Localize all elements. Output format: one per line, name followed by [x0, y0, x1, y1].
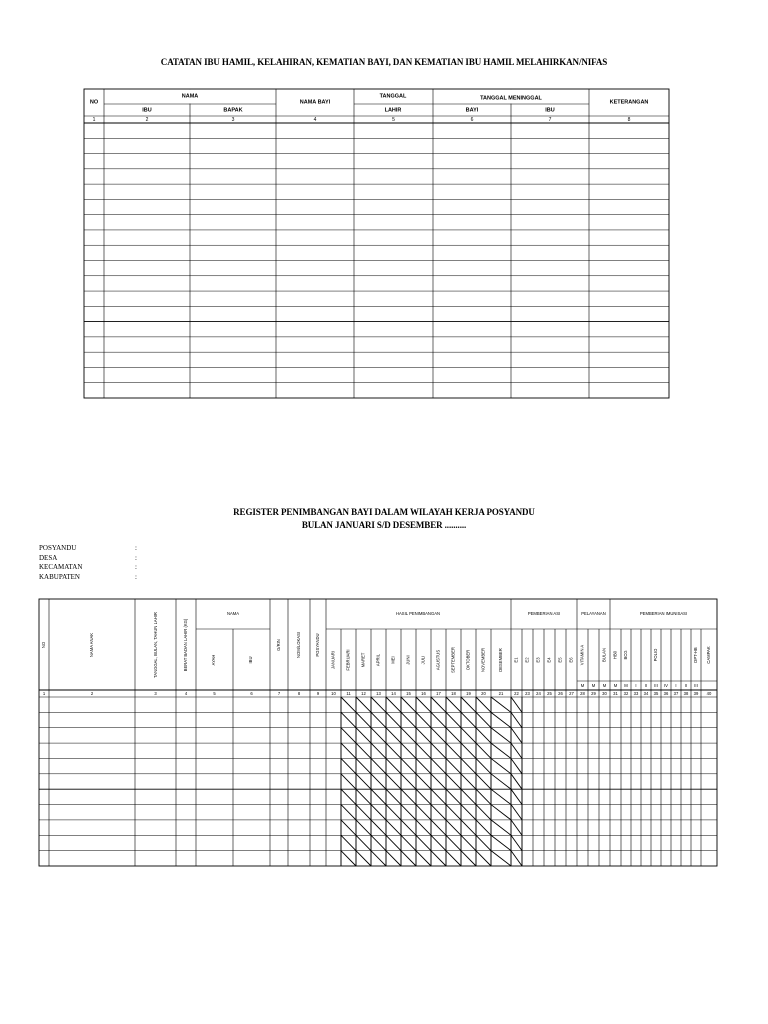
column-number: 25 [547, 690, 552, 696]
column-number: 5 [213, 690, 216, 696]
hatch-diagonal [511, 789, 522, 804]
asi-col-label: E4 [546, 657, 552, 663]
hatch-diagonal [341, 805, 356, 820]
hatch-diagonal [476, 728, 491, 743]
column-number: 6 [470, 117, 474, 124]
hatch-diagonal [491, 697, 511, 712]
form2-info-block [39, 544, 137, 582]
hatch-diagonal [511, 712, 522, 727]
col-ayah-label: AYAH [211, 654, 217, 666]
column-number: 24 [536, 690, 541, 696]
hatch-diagonal [431, 728, 446, 743]
column-number: 3 [231, 117, 235, 124]
hatch-diagonal [341, 697, 356, 712]
info-kecamatan [39, 563, 137, 573]
hatch-diagonal [386, 712, 401, 727]
hatch-diagonal [341, 774, 356, 789]
hatch-diagonal [446, 712, 461, 727]
hatch-diagonal [356, 835, 371, 850]
hatch-diagonal [401, 743, 416, 758]
hatch-diagonal [491, 712, 511, 727]
column-number: 19 [466, 690, 471, 696]
hatch-diagonal [356, 774, 371, 789]
sub-code-label: M [591, 683, 596, 689]
hatch-diagonal [341, 758, 356, 773]
imunisasi-group-label: HB0 [612, 650, 618, 660]
hatch-diagonal [491, 728, 511, 743]
hatch-diagonal [446, 805, 461, 820]
col-pelayanan-label: PELAYANAN [581, 611, 606, 617]
sub-code-label: M [602, 683, 607, 689]
hatch-diagonal [511, 820, 522, 835]
form1-border [84, 89, 669, 398]
column-number: 28 [580, 690, 585, 696]
col-nama-label: NAMA [226, 611, 240, 617]
info-label: DESA [39, 553, 58, 562]
info-kabupaten [39, 572, 137, 583]
hatch-diagonal [386, 697, 401, 712]
hatch-diagonal [386, 743, 401, 758]
hatch-diagonal [371, 758, 386, 773]
column-number: 20 [481, 690, 486, 696]
month-label: JULI [420, 655, 426, 665]
hatch-diagonal [386, 851, 401, 866]
imunisasi-group-label: POLIO [653, 648, 659, 662]
hatch-diagonal [386, 835, 401, 850]
col-keterangan-label: KETERANGAN [609, 99, 649, 106]
hatch-diagonal [416, 712, 431, 727]
hatch-diagonal [446, 758, 461, 773]
hatch-diagonal [386, 789, 401, 804]
form2-title-line1: REGISTER PENIMBANGAN BAYI DALAM WILAYAH KERJA POSYANDU [233, 507, 535, 517]
hatch-diagonal [431, 697, 446, 712]
col-nama-label: NAMA [181, 93, 199, 100]
hatch-diagonal [511, 774, 522, 789]
column-number: 38 [683, 690, 689, 696]
imunisasi-group-label: DPT-HB [693, 647, 699, 663]
column-number: 27 [569, 690, 574, 696]
column-number: 36 [663, 690, 669, 696]
hatch-diagonal [401, 805, 416, 820]
form2-title-line2: BULAN JANUARI S/D DESEMBER .......... [301, 520, 467, 530]
hatch-diagonal [356, 728, 371, 743]
sub-code-label: III [654, 683, 658, 689]
hatch-diagonal [401, 835, 416, 850]
hatch-diagonal [446, 851, 461, 866]
month-label: JANUARI [330, 651, 336, 669]
hatch-diagonal [446, 774, 461, 789]
hatch-diagonal [461, 820, 476, 835]
asi-col-label: E1 [513, 657, 519, 663]
hatch-diagonal [431, 805, 446, 820]
hatch-diagonal [511, 851, 522, 866]
col-nama-bayi-label: NAMA BAYI [299, 99, 331, 106]
info-colon: : [135, 553, 137, 562]
hatch-diagonal [356, 820, 371, 835]
column-number: 15 [406, 690, 411, 696]
month-label: JUNI [405, 655, 411, 665]
hatch-diagonal [371, 697, 386, 712]
col-garin-label: G/RIN [276, 639, 282, 651]
hatch-diagonal [476, 835, 491, 850]
hatch-diagonal [461, 835, 476, 850]
col-tanggal-meninggal-label: TANGGAL MENINGGAL [480, 95, 542, 102]
hatch-diagonal [356, 743, 371, 758]
col-berat-lahir-label: BERAT BADAN LAHIR (KG) [183, 618, 189, 672]
hatch-diagonal [511, 697, 522, 712]
info-label: KECAMATAN [39, 563, 83, 571]
hatch-diagonal [416, 835, 431, 850]
column-number: 17 [436, 690, 441, 696]
column-number: 8 [627, 117, 631, 124]
col-lokasi-label: NOM/LOKASI [296, 631, 302, 659]
hatch-diagonal [356, 712, 371, 727]
col-ibu-meninggal-label: IBU [545, 107, 555, 114]
column-number: 13 [376, 690, 381, 696]
hatch-diagonal [491, 805, 511, 820]
hatch-diagonal [386, 758, 401, 773]
column-number: 1 [92, 117, 96, 124]
column-number: 1 [42, 690, 46, 696]
hatch-diagonal [511, 835, 522, 850]
hatch-diagonal [356, 789, 371, 804]
hatch-diagonal [511, 758, 522, 773]
column-number: 4 [184, 690, 188, 696]
column-number: 7 [277, 690, 281, 696]
hatch-diagonal [476, 851, 491, 866]
hatch-diagonal [371, 851, 386, 866]
hatch-diagonal [476, 820, 491, 835]
imunisasi-group-label: BCG [623, 650, 629, 660]
hatch-diagonal [371, 805, 386, 820]
hatch-diagonal [431, 820, 446, 835]
col-pemberian-asi-label: PEMBERIAN ASI [527, 611, 561, 617]
month-label: AGUSTUS [435, 649, 441, 671]
info-colon: : [135, 544, 137, 552]
hatch-diagonal [491, 789, 511, 804]
hatch-diagonal [431, 774, 446, 789]
sub-code-label: M [613, 683, 618, 689]
info-colon: : [135, 572, 137, 581]
hatch-diagonal [401, 820, 416, 835]
column-number: 6 [250, 690, 253, 696]
column-number: 26 [558, 690, 563, 696]
month-label: MEI [390, 656, 396, 664]
hatch-diagonal [461, 697, 476, 712]
month-label: APRIL [375, 653, 381, 667]
hatch-diagonal [461, 851, 476, 866]
month-label: OKTOBER [465, 649, 471, 671]
form2-border [39, 599, 717, 866]
sub-code-label: II [684, 683, 688, 689]
hatch-diagonal [461, 805, 476, 820]
hatch-diagonal [401, 758, 416, 773]
column-number: 22 [514, 690, 519, 696]
hatch-diagonal [416, 697, 431, 712]
hatch-diagonal [371, 743, 386, 758]
sub-code-label: IV [664, 683, 668, 689]
column-number: 29 [591, 690, 596, 696]
info-colon: : [135, 563, 137, 571]
sub-code-label: M [624, 683, 628, 689]
hatch-diagonal [431, 789, 446, 804]
info-label: POSYANDU [39, 544, 77, 552]
form1-title: CATATAN IBU HAMIL, KELAHIRAN, KEMATIAN BAYI, DAN KEMATIAN IBU HAMIL MELAHIRKAN/NIFAS [160, 57, 608, 67]
hatch-diagonal [371, 820, 386, 835]
month-label: NOVEMBER [480, 648, 486, 672]
col-lahir-label: LAHIR [384, 107, 402, 114]
hatch-diagonal [416, 743, 431, 758]
hatch-diagonal [341, 712, 356, 727]
col-tanggal-label: TANGGAL [379, 93, 407, 100]
hatch-diagonal [386, 774, 401, 789]
hatch-diagonal [431, 712, 446, 727]
column-number: 12 [361, 690, 366, 696]
hatch-diagonal [491, 758, 511, 773]
hatch-diagonal [446, 835, 461, 850]
asi-col-label: E2 [524, 657, 530, 663]
hatch-diagonal [431, 758, 446, 773]
hatch-diagonal [416, 820, 431, 835]
hatch-diagonal [446, 789, 461, 804]
hatch-diagonal [416, 851, 431, 866]
hatch-diagonal [356, 851, 371, 866]
hatch-diagonal [461, 789, 476, 804]
sub-code-label: II [644, 683, 648, 689]
col-bayi-label: BAYI [465, 107, 479, 114]
hatch-diagonal [431, 835, 446, 850]
hatch-diagonal [431, 851, 446, 866]
hatch-diagonal [371, 835, 386, 850]
month-label: SEPTEMBER [450, 647, 456, 673]
column-number: 32 [623, 690, 629, 696]
column-number: 35 [653, 690, 659, 696]
hatch-diagonal [491, 835, 511, 850]
hatch-diagonal [386, 728, 401, 743]
hatch-diagonal [491, 774, 511, 789]
column-number: 16 [421, 690, 426, 696]
column-number: 18 [451, 690, 456, 696]
hatch-diagonal [371, 728, 386, 743]
hatch-diagonal [401, 712, 416, 727]
hatch-diagonal [476, 758, 491, 773]
month-label: MARET [360, 652, 366, 668]
column-number: 4 [313, 117, 317, 124]
hatch-diagonal [491, 851, 511, 866]
month-label: DESEMBER [498, 648, 504, 672]
hatch-diagonal [461, 758, 476, 773]
hatch-diagonal [511, 805, 522, 820]
hatch-diagonal [446, 697, 461, 712]
hatch-diagonal [341, 851, 356, 866]
col-pemberian-imunisasi-label: PEMBERIAN IMUNISASI [639, 611, 688, 617]
col-no-label: NO [41, 641, 47, 649]
imunisasi-group-label: BULAN [601, 648, 607, 662]
hatch-diagonal [401, 728, 416, 743]
col-ibu-label: IBU [248, 656, 254, 664]
hatch-diagonal [476, 805, 491, 820]
info-posyandu [39, 544, 137, 554]
hatch-diagonal [476, 712, 491, 727]
hatch-diagonal [476, 774, 491, 789]
hatch-diagonal [386, 820, 401, 835]
hatch-diagonal [446, 743, 461, 758]
info-desa [39, 553, 137, 564]
hatch-diagonal [461, 728, 476, 743]
column-number: 2 [145, 117, 149, 124]
column-number: 11 [346, 690, 351, 696]
column-number: 33 [633, 690, 639, 696]
hatch-diagonal [371, 789, 386, 804]
hatch-diagonal [341, 820, 356, 835]
column-number: 34 [643, 690, 649, 696]
hatch-diagonal [416, 728, 431, 743]
hatch-diagonal [386, 805, 401, 820]
column-number: 8 [297, 690, 301, 696]
hatch-diagonal [416, 805, 431, 820]
hatch-diagonal [356, 758, 371, 773]
hatch-diagonal [356, 805, 371, 820]
hatch-diagonal [476, 697, 491, 712]
col-ibu-label: IBU [142, 107, 152, 114]
hatch-diagonal [371, 774, 386, 789]
hatch-diagonal [401, 851, 416, 866]
column-number: 9 [316, 690, 320, 696]
hatch-diagonal [476, 743, 491, 758]
column-number: 37 [673, 690, 679, 696]
hatch-diagonal [431, 743, 446, 758]
column-number: 2 [90, 690, 94, 696]
hatch-diagonal [511, 728, 522, 743]
asi-col-label: E5 [557, 657, 563, 663]
hatch-diagonal [341, 789, 356, 804]
sub-code-label: I [675, 683, 677, 689]
hatch-diagonal [446, 820, 461, 835]
hatch-diagonal [491, 743, 511, 758]
info-label: KABUPATEN [39, 572, 80, 581]
hatch-diagonal [371, 712, 386, 727]
hatch-diagonal [416, 789, 431, 804]
column-number: 23 [525, 690, 530, 696]
hatch-diagonal [461, 774, 476, 789]
column-number: 3 [154, 690, 157, 696]
column-number: 5 [392, 117, 395, 124]
imunisasi-group-label: CAMPAK [706, 646, 712, 664]
column-number: 39 [693, 690, 699, 696]
hatch-diagonal [341, 728, 356, 743]
column-number: 31 [613, 690, 618, 696]
month-label: FEBRUARI [345, 649, 351, 671]
column-number: 10 [331, 690, 336, 696]
column-number: 40 [706, 690, 712, 696]
asi-col-label: E3 [535, 657, 541, 663]
column-number: 14 [391, 690, 396, 696]
sub-code-label: I [635, 683, 637, 689]
column-number: 21 [498, 690, 504, 696]
hatch-diagonal [461, 743, 476, 758]
col-bapak-label: BAPAK [223, 107, 243, 114]
column-number: 30 [602, 690, 607, 696]
hatch-diagonal [476, 789, 491, 804]
hatch-diagonal [401, 774, 416, 789]
hatch-diagonal [446, 728, 461, 743]
sub-code-label: III [694, 683, 698, 689]
col-vitamin-a-label: VITAMIN A [579, 644, 585, 666]
hatch-diagonal [401, 789, 416, 804]
hatch-diagonal [491, 820, 511, 835]
col-no-label: NO [89, 99, 99, 106]
col-posyandu-label: POSYANDU [315, 633, 321, 657]
sub-code-label: M [580, 683, 585, 689]
asi-col-label: E6 [568, 657, 574, 663]
hatch-diagonal [461, 712, 476, 727]
column-number: 7 [548, 117, 552, 124]
hatch-diagonal [511, 743, 522, 758]
col-hasil-penimbangan-label: HASIL PENIMBANGAN [395, 611, 441, 617]
hatch-diagonal [416, 758, 431, 773]
hatch-diagonal [356, 697, 371, 712]
hatch-diagonal [401, 697, 416, 712]
col-tgl-lahir-label: TANGGAL, BULAN, TAHUN LAHIR [153, 612, 159, 678]
col-nama-anak-label: NAMA ANAK [89, 632, 95, 658]
hatch-diagonal [416, 774, 431, 789]
hatch-diagonal [341, 835, 356, 850]
hatch-diagonal [341, 743, 356, 758]
